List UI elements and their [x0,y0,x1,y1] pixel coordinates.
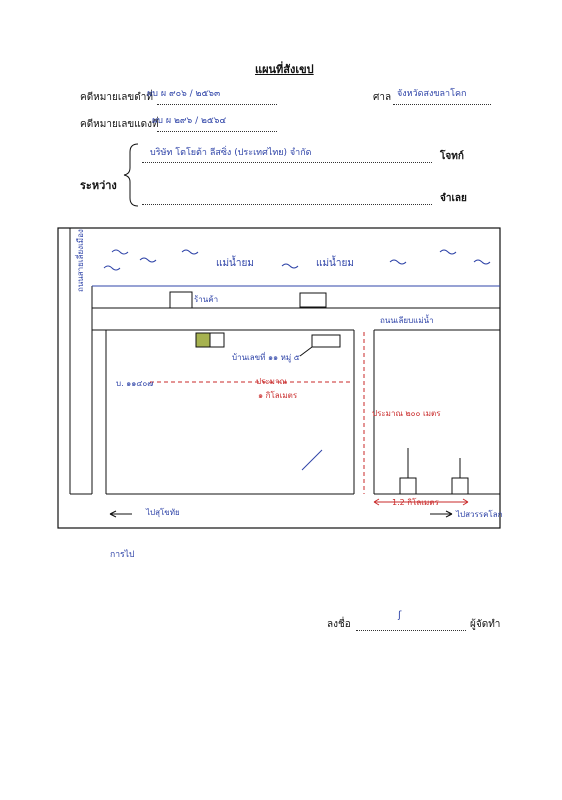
red-case-label: คดีหมายเลขแดงที่ [80,119,159,130]
distance-main: ประมาณ [256,377,287,386]
distance-bottom: 1.2 กิโลเมตร [392,498,439,507]
arrow-left-label: ไปสุโขทัย [146,508,180,517]
signature-mark: ʃ [398,610,402,621]
page-title: แผนที่สังเขป [255,63,314,76]
court-label: ศาล [373,92,392,103]
court-value: จังหวัดสงขลาโคก [397,89,467,99]
directions-paragraph [78,548,500,563]
plot-label: บ. ๑๑๔๐๗ [116,379,154,388]
sign-line [356,630,466,631]
red-case-value: ผบ ผ ๒๙๖ / ๒๕๖๔ [152,116,227,126]
house-label: บ้านเลขที่ ๑๑ หมู่ ๕ [232,353,300,362]
directions-line-1: การไป [110,550,135,560]
arrow-right-label: ไปสวรรคโลก [456,510,503,519]
distance-main-2: ๑ กิโลเมตร [258,391,298,400]
plaintiff-value: บริษัท โตโยต้า ลีสซิ่ง (ประเทศไทย) จำกัด [150,148,312,158]
black-case-value: ผบ ผ ๙๐๖ / ๒๕๖๓ [147,89,221,99]
sign-label: ลงชื่อ [327,619,351,630]
plaintiff-label: โจทก์ [440,151,464,162]
river-label-2: แม่น้ำยม [316,258,354,269]
distance-side: ประมาณ ๒๐๐ เมตร [372,409,441,418]
defendant-label: จำเลย [440,193,467,204]
road-top-right: ถนนเลียบแม่น้ำ [380,316,434,325]
left-road-label: ถนนสายเลี่ยงเมือง [76,229,85,292]
sign-role: ผู้จัดทำ [470,619,501,630]
between-label: ระหว่าง [80,179,117,192]
shop-label: ร้านค้า [194,295,219,304]
black-case-label: คดีหมายเลขดำที่ [80,92,153,103]
river-label-1: แม่น้ำยม [216,258,254,269]
